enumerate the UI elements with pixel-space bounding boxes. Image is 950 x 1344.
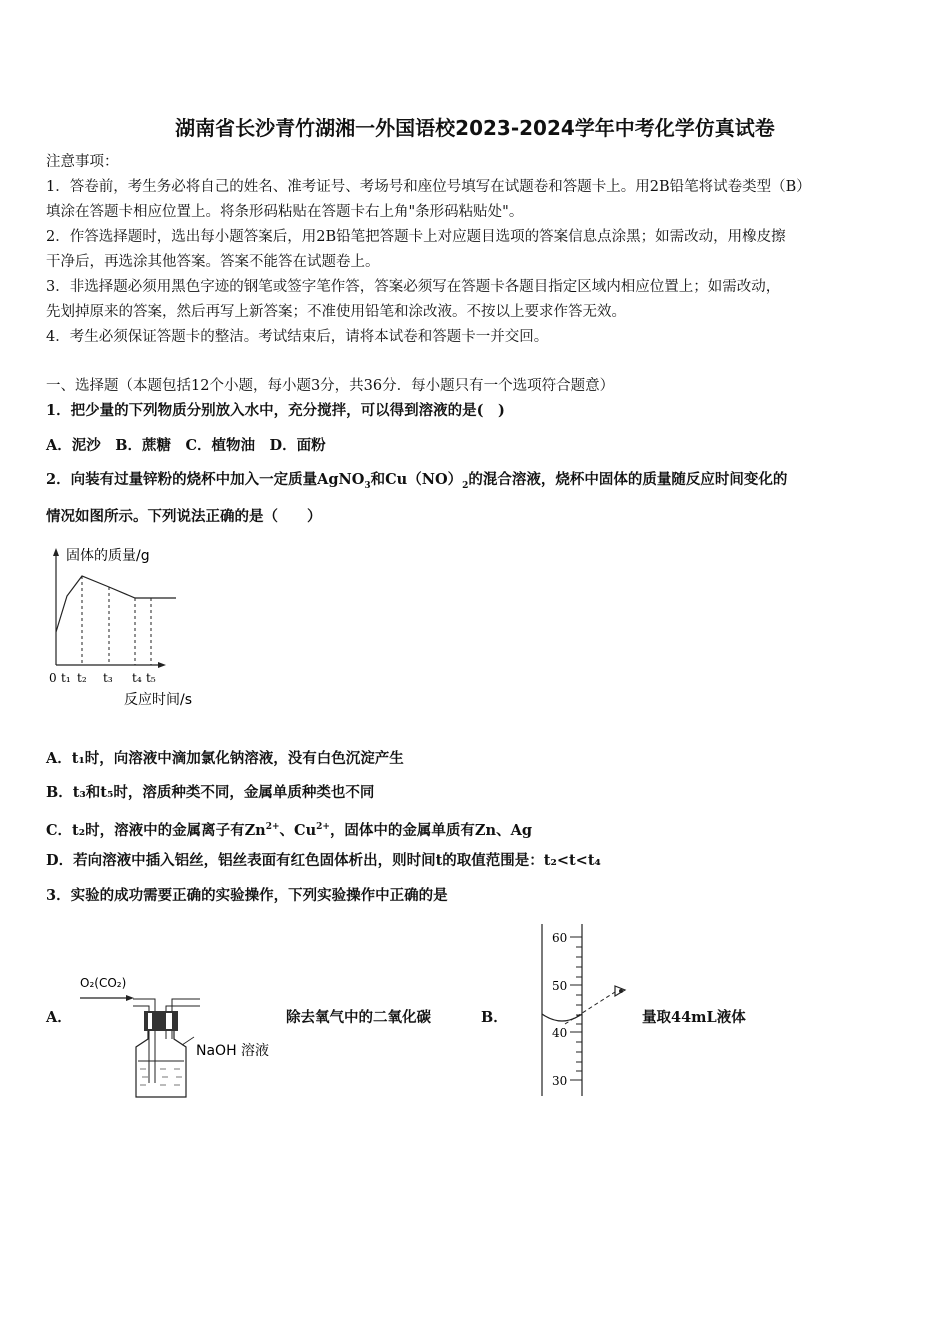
reagent-pointer (182, 1037, 194, 1045)
notice-line: 2．作答选择题时，选出每小题答案后，用2B铅笔把答题卡上对应题目选项的答案信息点涂黑；如需改动，用橡皮擦 (46, 229, 786, 245)
q3-option-a-text: 除去氧气中的二氧化碳 (286, 1009, 431, 1026)
q2-subscript: 2 (462, 480, 469, 491)
scale-label: 50 (552, 979, 568, 993)
optc-charge: 2+ (265, 822, 280, 832)
question-2-stem (46, 470, 787, 496)
stopper-hole (148, 1013, 152, 1029)
y-axis-arrow (53, 548, 59, 556)
question-2-option-a: A．t₁时，向溶液中滴加氯化钠溶液，没有白色沉淀产生 (46, 750, 404, 767)
q3-option-b-letter: B． (481, 1009, 508, 1026)
tick-label: t₄ (132, 671, 142, 685)
question-1-options: A．泥沙 B．蔗糖 C．植物油 D．面粉 (46, 437, 326, 454)
scale-label: 60 (552, 931, 568, 945)
q3-option-b-text: 量取44mL液体 (642, 1009, 746, 1026)
question-2-option-b: B．t₃和t₅时，溶质种类不同，金属单质种类也不同 (46, 784, 375, 801)
origin-label: 0 (49, 671, 57, 685)
question-2-stem-cont: 情况如图所示。下列说法正确的是（ ） (46, 508, 322, 525)
q2-text: 2．向装有过量锌粉的烧杯中加入一定质量 (46, 471, 318, 488)
mass-curve (56, 576, 176, 632)
tick-label: t₁ (61, 671, 71, 685)
question-3-stem: 3．实验的成功需要正确的实验操作，下列实验操作中正确的是 (46, 887, 448, 904)
optc-text: C．t₂时，溶液中的金属离子有Zn (46, 821, 266, 839)
gas-washing-bottle (78, 965, 288, 1105)
stopper-hole (166, 1013, 172, 1029)
question-2-option-d: D．若向溶液中插入铝丝，铝丝表面有红色固体析出，则时间t的取值范围是：t₂<t<t₄ (46, 852, 601, 869)
q2-subscript: 3 (364, 480, 371, 491)
q2-formula: AgNO (317, 471, 365, 488)
scale-label: 30 (552, 1074, 568, 1088)
inflow-arrowhead (126, 995, 134, 1001)
tick-label: t₃ (103, 671, 113, 685)
notice-line: 先划掉原来的答案，然后再写上新答案；不准使用铅笔和涂改液。不按以上要求作答无效。 (46, 304, 626, 320)
x-axis-arrow (158, 662, 166, 668)
scale-ticks (570, 937, 582, 1080)
measuring-cylinder (535, 920, 640, 1100)
optc-text: 、Cu (279, 821, 317, 839)
notice-line: 4．考生必须保证答题卡的整洁。考试结束后，请将本试卷和答题卡一并交回。 (46, 329, 549, 345)
notice-line: 1．答卷前，考生务必将自己的姓名、准考证号、考场号和座位号填写在试题卷和答题卡上。用2B铅笔将试卷类型（B） (46, 179, 811, 195)
notice-line: 填涂在答题卡相应位置上。将条形码粘贴在答题卡右上角"条形码粘贴处"。 (46, 204, 524, 220)
q3-option-a-letter: A． (46, 1009, 72, 1026)
q2-text: 的混合溶液，烧杯中固体的质量随反应时间变化的 (468, 471, 788, 488)
optc-text: ，固体中的金属单质有Zn、Ag (329, 821, 532, 839)
notice-heading: 注意事项： (46, 154, 119, 170)
notice-line: 3．非选择题必须用黑色字迹的钢笔或签字笔作答，答案必须写在答题卡各题目指定区域内相应位置上；如需改动， (46, 279, 781, 295)
mass-time-graph (40, 540, 240, 715)
question-1-stem: 1．把少量的下列物质分别放入水中，充分搅拌，可以得到溶液的是( ) (46, 402, 505, 419)
q2-text: ） (447, 471, 463, 488)
page-title: 湖南省长沙青竹湖湘一外国语校2023-2024学年中考化学仿真试卷 (175, 116, 775, 140)
optc-charge: 2+ (316, 822, 330, 832)
notice-line: 干净后，再选涂其他答案。答案不能答在试题卷上。 (46, 254, 380, 270)
gas-label: O₂(CO₂) (80, 976, 127, 990)
scale-label: 40 (552, 1026, 568, 1040)
eye-pupil (619, 989, 623, 993)
question-2-option-c (46, 817, 532, 841)
q2-text: 和 (370, 471, 386, 488)
y-axis-label: 固体的质量/g (66, 548, 150, 564)
tick-label: t₂ (77, 671, 87, 685)
liquid-hatch (140, 1069, 182, 1085)
bottle-outline (136, 1031, 186, 1097)
q2-formula: Cu（NO (385, 471, 448, 488)
x-axis-label: 反应时间/s (124, 692, 193, 708)
tick-label: t₅ (146, 671, 156, 685)
sight-line (565, 992, 615, 1024)
section-heading: 一、选择题（本题包括12个小题，每小题3分，共36分．每小题只有一个选项符合题意） (46, 378, 615, 394)
reagent-label: NaOH 溶液 (196, 1043, 270, 1059)
